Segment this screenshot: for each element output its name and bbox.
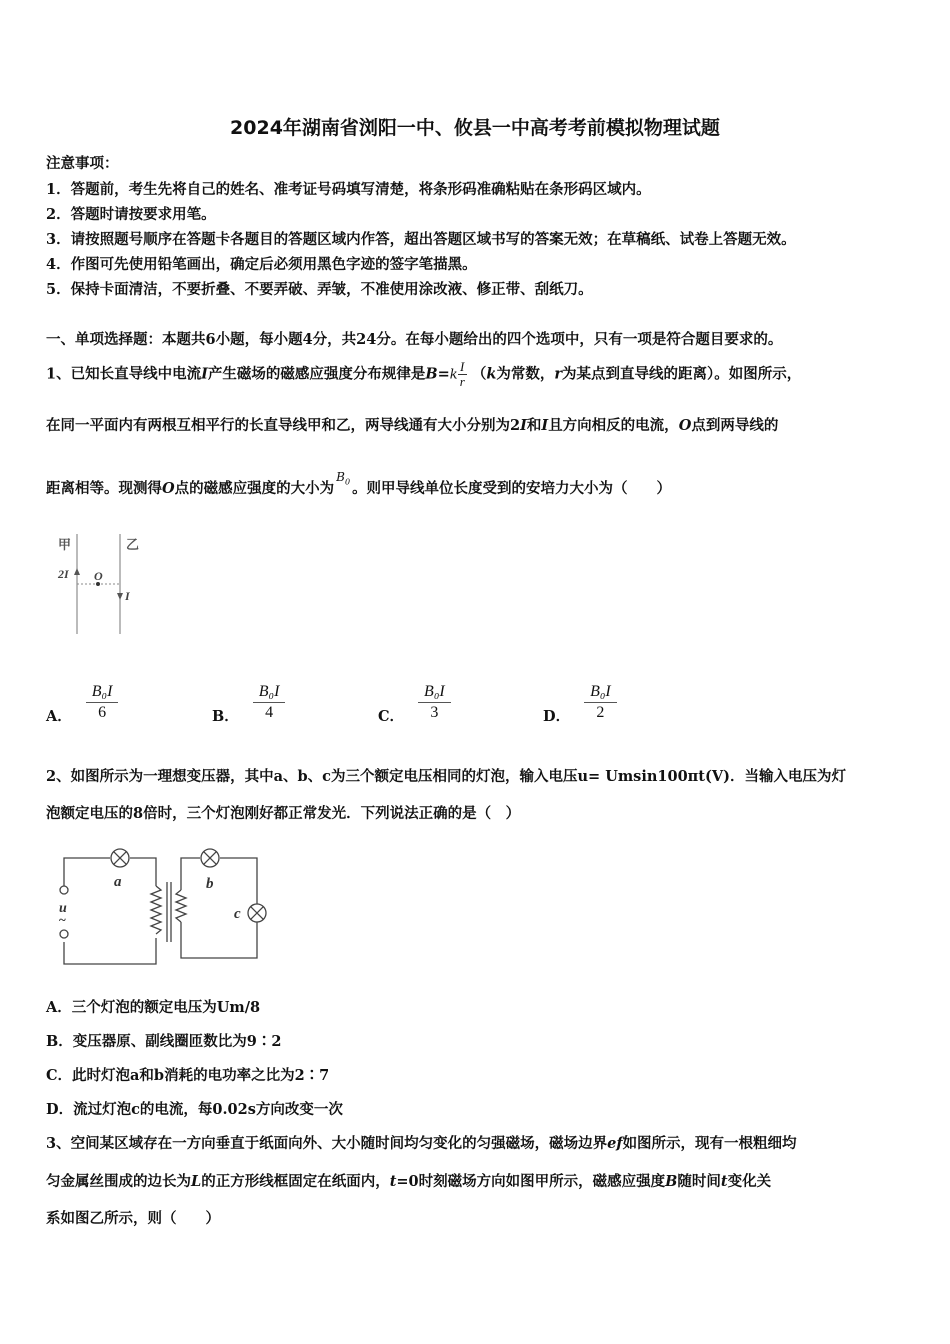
q1-arrow-down-icon [117, 593, 123, 600]
q1-option-c[interactable]: C． $\frac{\text{B₀I}}{3}$ [378, 682, 451, 723]
q2-secondary-wire-top-right [220, 858, 257, 904]
q2-fig-label-tilde: ~ [59, 912, 66, 927]
q1-fig-label-i: I [125, 589, 130, 603]
q2-option-d[interactable]: D．流过灯泡c的电流，每0.02s方向改变一次 [46, 1101, 343, 1118]
q2-secondary-wire-bottom [181, 922, 257, 958]
q2-secondary-wire-top-left [181, 858, 200, 890]
q2-option-c[interactable]: C．此时灯泡a和b消耗的电功率之比为2∶7 [46, 1067, 330, 1084]
notice-item-3: 3．请按照题号顺序在答题卡各题目的答题区域内作答，超出答题区域书写的答案无效；在草稿纸、试卷上答题无效。 [46, 231, 796, 248]
q2-lamp-a-cross [114, 852, 127, 865]
q2-fig-label-u: u [59, 901, 67, 916]
q2-option-a[interactable]: A．三个灯泡的额定电压为Um/8 [46, 999, 261, 1016]
q2-fig-label-a: a [114, 874, 122, 890]
q1-line2: 在同一平面内有两根互相平行的长直导线甲和乙，两导线通有大小分别为2I和I且方向相反的电流，O点到两导线的 [46, 417, 779, 434]
q1-arrow-up-icon [74, 568, 80, 575]
q1-line1: 1、已知长直导线中电流I产生磁场的磁感应强度分布规律是B=k $\frac{I}{r}$ （k为常数，r为某点到直导线的距离）。如图所示， [46, 359, 802, 389]
q1-fig-label-2i: 2I [58, 567, 69, 581]
q3-line1: 3、空间某区域存在一方向垂直于纸面向外、大小随时间均匀变化的匀强磁场，磁场边界ef如图所示，现有一根粗细均 [46, 1135, 797, 1152]
notice-item-5: 5．保持卡面清洁，不要折叠、不要弄破、弄皱，不准使用涂改液、修正带、刮纸刀。 [46, 281, 593, 298]
q1-fig-label-yi: 乙 [126, 537, 140, 552]
page-title: 2024年湖南省浏阳一中、攸县一中高考考前模拟物理试题 [230, 117, 720, 139]
q1-option-b[interactable]: B． $\frac{\text{B₀I}}{4}$ [212, 682, 285, 723]
q2-lamp-b-cross [204, 852, 217, 865]
q1-formula-fraction: $\frac{I}{r}$ [459, 359, 465, 389]
q2-primary-wire-top-right [130, 858, 156, 886]
q1-option-a[interactable]: A． $\frac{\text{B₀I}}{6}$ [46, 682, 118, 723]
notice-item-4: 4．作图可先使用铅笔画出，确定后必须用黑色字迹的签字笔描黑。 [46, 256, 477, 273]
q1-line3: 距离相等。现测得O点的磁感应强度的大小为$^{B_0}$ 。则甲导线单位长度受到的安培力大小为（ ） [46, 470, 672, 497]
q1-fig-label-jia: 甲 [58, 537, 72, 552]
q2-fig-label-b: b [206, 876, 214, 892]
q1-option-d[interactable]: D． $\frac{\text{B₀I}}{2}$ [543, 682, 617, 723]
q1-fig-label-o: O [94, 569, 103, 583]
q2-terminal-bottom-icon [60, 930, 68, 938]
q1-parallel-wires-figure [50, 530, 160, 640]
notice-item-1: 1．答题前，考生先将自己的姓名、准考证号码填写清楚，将条形码准确粘贴在条形码区域内。 [46, 181, 651, 198]
q2-fig-label-c: c [234, 906, 241, 922]
q2-line1: 2、如图所示为一理想变压器，其中a、b、c为三个额定电压相同的灯泡，输入电压u= Umsin100πt(V)．当输入电压为灯 [46, 768, 846, 785]
section-heading: 一、单项选择题：本题共6小题，每小题4分，共24分。在每小题给出的四个选项中，只有一项是符合题目要求的。 [46, 331, 783, 348]
q2-line2: 泡额定电压的8倍时，三个灯泡刚好都正常发光．下列说法正确的是（ ） [46, 805, 521, 822]
q2-terminal-top-icon [60, 886, 68, 894]
q3-line3: 系如图乙所示，则（ ） [46, 1210, 220, 1227]
q2-primary-coil [151, 886, 161, 934]
q2-primary-wire-top-left [64, 858, 110, 886]
notice-heading: 注意事项： [46, 155, 119, 172]
q2-primary-wire-bottom [64, 938, 156, 964]
q2-transformer-figure [50, 842, 280, 977]
notice-item-2: 2．答题时请按要求用笔。 [46, 206, 216, 223]
q3-line2: 匀金属丝围成的边长为L的正方形线框固定在纸面内，t=0时刻磁场方向如图甲所示，磁感应强度B随时间t变化关 [46, 1173, 772, 1190]
q2-secondary-coil [176, 890, 186, 922]
q2-lamp-c-cross [251, 907, 264, 920]
q2-option-b[interactable]: B．变压器原、副线圈匝数比为9∶2 [46, 1033, 282, 1050]
